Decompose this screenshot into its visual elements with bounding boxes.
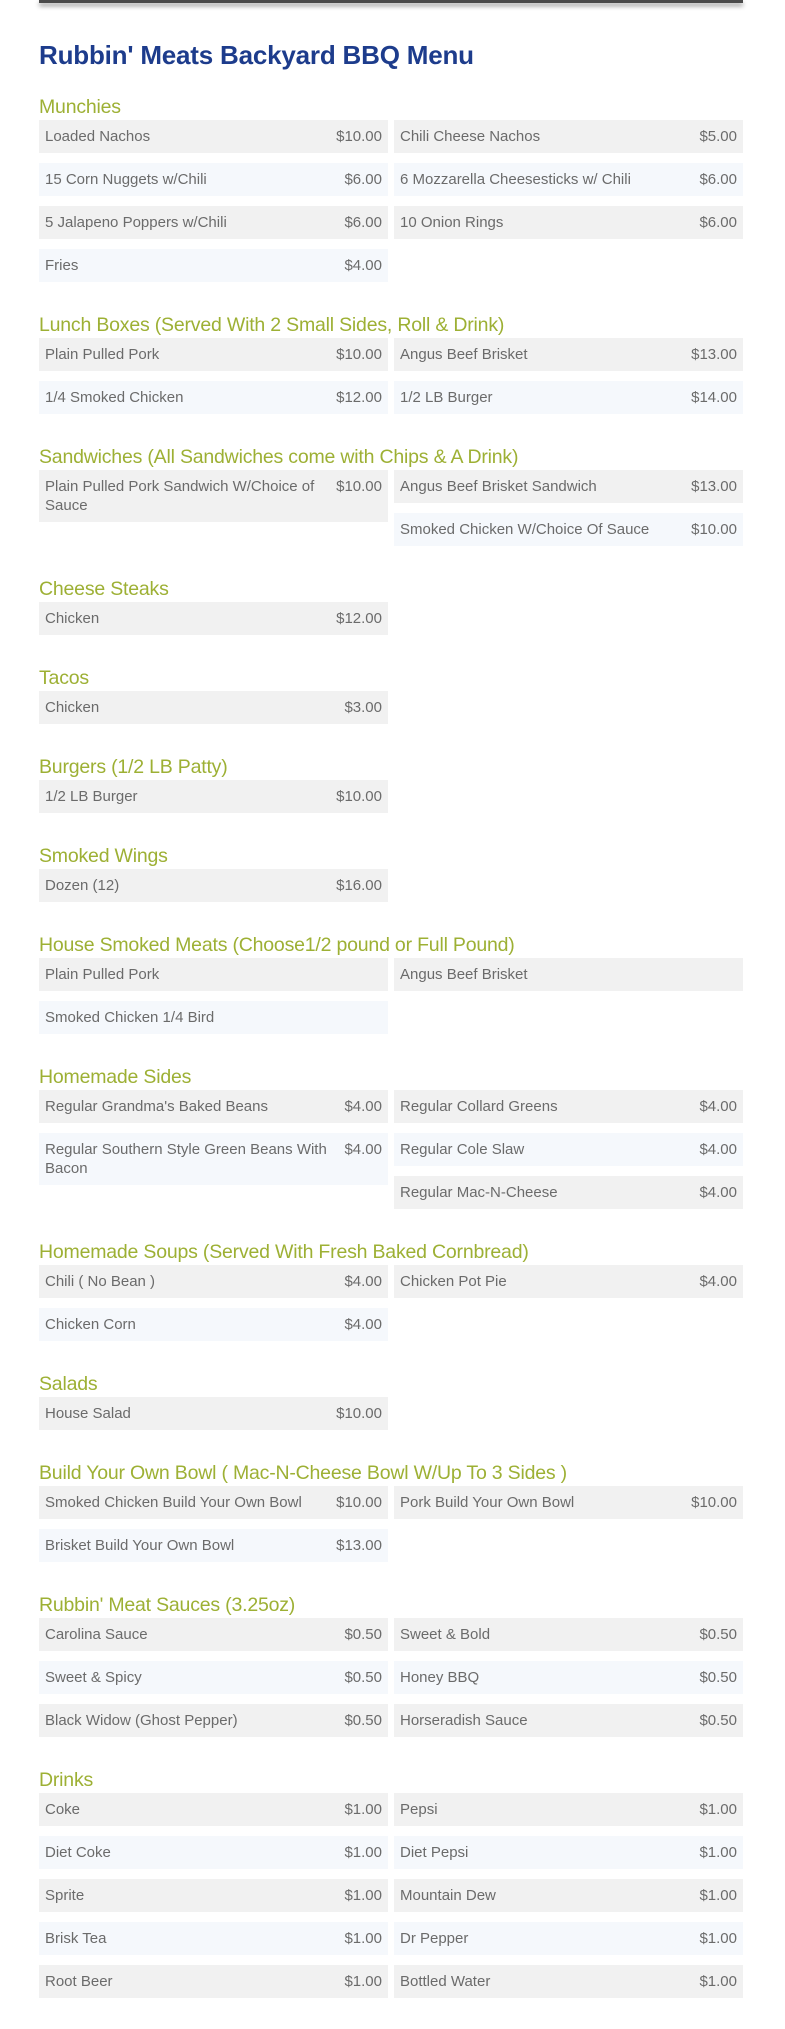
menu-item bbox=[39, 1090, 388, 1123]
menu-item bbox=[394, 1618, 743, 1651]
menu-item bbox=[39, 338, 388, 371]
item-price: $4.00 bbox=[699, 1141, 737, 1158]
right-column bbox=[394, 1486, 743, 1572]
right-column bbox=[394, 120, 743, 292]
item-name: 15 Corn Nuggets w/Chili bbox=[45, 171, 207, 188]
left-column bbox=[39, 338, 388, 424]
item-price: $10.00 bbox=[336, 128, 382, 145]
section-title: Tacos bbox=[39, 667, 89, 689]
section-title: Munchies bbox=[39, 96, 121, 118]
left-column bbox=[39, 120, 388, 292]
item-name: Root Beer bbox=[45, 1973, 113, 1990]
section-columns bbox=[39, 1265, 743, 1351]
menu-item bbox=[39, 381, 388, 414]
item-name: 10 Onion Rings bbox=[400, 214, 504, 231]
menu-item bbox=[39, 1836, 388, 1869]
section-columns bbox=[39, 1090, 743, 1219]
item-name: Chicken Corn bbox=[45, 1316, 136, 1333]
item-price: $1.00 bbox=[344, 1801, 382, 1818]
item-name: Brisk Tea bbox=[45, 1930, 107, 1947]
item-price: $13.00 bbox=[336, 1537, 382, 1554]
menu-item bbox=[39, 1529, 388, 1562]
item-price: $14.00 bbox=[691, 389, 737, 406]
item-name: Dozen (12) bbox=[45, 877, 120, 894]
menu-section bbox=[39, 313, 743, 424]
item-price: $4.00 bbox=[344, 1098, 382, 1115]
item-price: $1.00 bbox=[344, 1930, 382, 1947]
item-price: $0.50 bbox=[699, 1626, 737, 1643]
menu-item bbox=[39, 1922, 388, 1955]
section-columns bbox=[39, 338, 743, 424]
right-column bbox=[394, 338, 743, 424]
menu-section bbox=[39, 844, 743, 912]
item-name: Dr Pepper bbox=[400, 1930, 469, 1947]
menu-section bbox=[39, 1461, 743, 1572]
right-column bbox=[394, 1793, 743, 2008]
menu-section bbox=[39, 1593, 743, 1747]
menu-item bbox=[394, 1704, 743, 1737]
menu-item bbox=[39, 470, 388, 522]
menu-item bbox=[394, 958, 743, 991]
right-column bbox=[394, 602, 743, 645]
menu-item bbox=[394, 338, 743, 371]
item-name: Regular Collard Greens bbox=[400, 1098, 558, 1115]
menu-item bbox=[39, 206, 388, 239]
item-name: 1/2 LB Burger bbox=[400, 389, 493, 406]
item-price: $6.00 bbox=[699, 171, 737, 188]
menu-section bbox=[39, 666, 743, 734]
left-column bbox=[39, 470, 388, 556]
menu-item bbox=[39, 1965, 388, 1998]
menu-section bbox=[39, 95, 743, 292]
section-title: Homemade Sides bbox=[39, 1066, 192, 1088]
left-column bbox=[39, 869, 388, 912]
item-price: $13.00 bbox=[691, 346, 737, 363]
item-price: $1.00 bbox=[344, 1887, 382, 1904]
menu-item bbox=[39, 163, 388, 196]
right-column bbox=[394, 1265, 743, 1351]
menu-item bbox=[39, 869, 388, 902]
item-name: Regular Southern Style Green Beans With Bacon bbox=[45, 1141, 327, 1177]
item-name: Smoked Chicken 1/4 Bird bbox=[45, 1009, 215, 1026]
menu-item bbox=[394, 1661, 743, 1694]
item-price: $16.00 bbox=[336, 877, 382, 894]
item-price: $10.00 bbox=[336, 1494, 382, 1511]
menu-item bbox=[394, 1486, 743, 1519]
menu-item bbox=[39, 1133, 388, 1185]
menu-item bbox=[394, 513, 743, 546]
menu-item bbox=[39, 1308, 388, 1341]
item-price: $5.00 bbox=[699, 128, 737, 145]
menu-item bbox=[39, 1486, 388, 1519]
item-name: Diet Pepsi bbox=[400, 1844, 469, 1861]
item-price: $4.00 bbox=[344, 1273, 382, 1290]
menu-item bbox=[394, 1922, 743, 1955]
item-name: Pork Build Your Own Bowl bbox=[400, 1494, 575, 1511]
left-column bbox=[39, 780, 388, 823]
item-name: Angus Beef Brisket bbox=[400, 346, 528, 363]
right-column bbox=[394, 1090, 743, 1219]
section-title: Lunch Boxes (Served With 2 Small Sides, Roll & Drink) bbox=[39, 314, 505, 336]
menu-item bbox=[39, 1397, 388, 1430]
item-price: $6.00 bbox=[344, 171, 382, 188]
item-name: Black Widow (Ghost Pepper) bbox=[45, 1712, 238, 1729]
section-columns bbox=[39, 1793, 743, 2008]
right-column bbox=[394, 780, 743, 823]
right-column bbox=[394, 869, 743, 912]
item-price: $0.50 bbox=[699, 1712, 737, 1729]
menu-item bbox=[394, 470, 743, 503]
menu-item bbox=[39, 691, 388, 724]
item-name: Pepsi bbox=[400, 1801, 438, 1818]
menu-item bbox=[394, 1133, 743, 1166]
item-name: House Salad bbox=[45, 1405, 131, 1422]
item-price: $1.00 bbox=[699, 1930, 737, 1947]
item-price: $0.50 bbox=[344, 1626, 382, 1643]
section-title: Burgers (1/2 LB Patty) bbox=[39, 756, 228, 778]
menu-section bbox=[39, 755, 743, 823]
menu-item bbox=[39, 1704, 388, 1737]
item-name: Angus Beef Brisket bbox=[400, 966, 528, 983]
item-name: Regular Grandma's Baked Beans bbox=[45, 1098, 268, 1115]
section-title: Homemade Soups (Served With Fresh Baked Cornbread) bbox=[39, 1241, 529, 1263]
item-name: Sprite bbox=[45, 1887, 85, 1904]
section-columns bbox=[39, 1486, 743, 1572]
item-price: $10.00 bbox=[336, 788, 382, 805]
right-column bbox=[394, 958, 743, 1044]
item-name: Sweet & Bold bbox=[400, 1626, 491, 1643]
item-name: Angus Beef Brisket Sandwich bbox=[400, 478, 597, 495]
item-name: Fries bbox=[45, 257, 79, 274]
item-price: $4.00 bbox=[344, 1141, 382, 1158]
item-name: Regular Cole Slaw bbox=[400, 1141, 525, 1158]
item-name: Smoked Chicken Build Your Own Bowl bbox=[45, 1494, 302, 1511]
menu-item bbox=[39, 249, 388, 282]
right-column bbox=[394, 691, 743, 734]
menu-item bbox=[394, 1090, 743, 1123]
section-columns bbox=[39, 691, 743, 734]
item-price: $3.00 bbox=[344, 699, 382, 716]
menu-item bbox=[394, 1176, 743, 1209]
item-name: Chili ( No Bean ) bbox=[45, 1273, 156, 1290]
menu-item bbox=[394, 1965, 743, 1998]
menu-item bbox=[39, 1001, 388, 1034]
left-column bbox=[39, 602, 388, 645]
section-title: Build Your Own Bowl ( Mac-N-Cheese Bowl W/Up To 3 Sides ) bbox=[39, 1462, 567, 1484]
item-name: Carolina Sauce bbox=[45, 1626, 148, 1643]
menu-item bbox=[394, 1265, 743, 1298]
item-price: $6.00 bbox=[344, 214, 382, 231]
menu-item bbox=[394, 1793, 743, 1826]
item-name: Regular Mac-N-Cheese bbox=[400, 1184, 558, 1201]
menu-item bbox=[39, 1661, 388, 1694]
item-price: $10.00 bbox=[691, 1494, 737, 1511]
item-name: Coke bbox=[45, 1801, 81, 1818]
item-price: $6.00 bbox=[699, 214, 737, 231]
item-name: Sweet & Spicy bbox=[45, 1669, 142, 1686]
top-divider bbox=[39, 0, 743, 3]
section-title: Sandwiches (All Sandwiches come with Chips & A Drink) bbox=[39, 446, 519, 468]
left-column bbox=[39, 1265, 388, 1351]
item-price: $13.00 bbox=[691, 478, 737, 495]
section-title: Smoked Wings bbox=[39, 845, 168, 867]
left-column bbox=[39, 691, 388, 734]
left-column bbox=[39, 1397, 388, 1440]
item-price: $0.50 bbox=[699, 1669, 737, 1686]
menu-section bbox=[39, 445, 743, 556]
item-name: 5 Jalapeno Poppers w/Chili bbox=[45, 214, 227, 231]
left-column bbox=[39, 1486, 388, 1572]
item-price: $4.00 bbox=[699, 1273, 737, 1290]
left-column bbox=[39, 1090, 388, 1219]
item-name: Bottled Water bbox=[400, 1973, 491, 1990]
menu-section bbox=[39, 1065, 743, 1219]
item-price: $1.00 bbox=[344, 1844, 382, 1861]
item-price: $10.00 bbox=[691, 521, 737, 538]
section-columns bbox=[39, 1397, 743, 1440]
right-column bbox=[394, 1397, 743, 1440]
section-columns bbox=[39, 602, 743, 645]
menu-item bbox=[394, 206, 743, 239]
menu-item bbox=[39, 602, 388, 635]
section-columns bbox=[39, 780, 743, 823]
item-price: $4.00 bbox=[344, 1316, 382, 1333]
right-column bbox=[394, 470, 743, 556]
left-column bbox=[39, 1793, 388, 2008]
item-name: Loaded Nachos bbox=[45, 128, 151, 145]
menu-item bbox=[394, 1836, 743, 1869]
left-column bbox=[39, 958, 388, 1044]
item-price: $1.00 bbox=[699, 1973, 737, 1990]
item-name: Chili Cheese Nachos bbox=[400, 128, 541, 145]
item-price: $10.00 bbox=[336, 478, 382, 495]
menu-item bbox=[394, 381, 743, 414]
section-columns bbox=[39, 869, 743, 912]
item-name: Chicken bbox=[45, 610, 100, 627]
menu-item bbox=[39, 958, 388, 991]
menu-item bbox=[394, 1879, 743, 1912]
section-title: Cheese Steaks bbox=[39, 578, 169, 600]
item-price: $10.00 bbox=[336, 346, 382, 363]
menu-section bbox=[39, 577, 743, 645]
section-columns bbox=[39, 958, 743, 1044]
item-name: Smoked Chicken W/Choice Of Sauce bbox=[400, 521, 650, 538]
menu-item bbox=[394, 120, 743, 153]
left-column bbox=[39, 1618, 388, 1747]
menu-item bbox=[39, 1265, 388, 1298]
menu-item bbox=[39, 780, 388, 813]
item-price: $12.00 bbox=[336, 389, 382, 406]
menu-section bbox=[39, 1768, 743, 2008]
menu-item bbox=[39, 1879, 388, 1912]
item-price: $0.50 bbox=[344, 1669, 382, 1686]
item-price: $4.00 bbox=[344, 257, 382, 274]
section-title: Drinks bbox=[39, 1769, 94, 1791]
item-name: 1/4 Smoked Chicken bbox=[45, 389, 184, 406]
item-price: $1.00 bbox=[699, 1887, 737, 1904]
item-price: $1.00 bbox=[699, 1801, 737, 1818]
section-title: Rubbin' Meat Sauces (3.25oz) bbox=[39, 1594, 296, 1616]
section-columns bbox=[39, 470, 743, 556]
section-columns bbox=[39, 120, 743, 292]
menu-container bbox=[39, 95, 743, 2029]
menu-item bbox=[39, 1618, 388, 1651]
item-price: $1.00 bbox=[344, 1973, 382, 1990]
item-price: $1.00 bbox=[699, 1844, 737, 1861]
item-name: Plain Pulled Pork bbox=[45, 346, 160, 363]
item-price: $0.50 bbox=[344, 1712, 382, 1729]
item-name: Brisket Build Your Own Bowl bbox=[45, 1537, 235, 1554]
section-title: Salads bbox=[39, 1373, 98, 1395]
menu-section bbox=[39, 1372, 743, 1440]
menu-item bbox=[39, 1793, 388, 1826]
item-name: Honey BBQ bbox=[400, 1669, 480, 1686]
item-name: Plain Pulled Pork Sandwich W/Choice of Sauce bbox=[45, 478, 315, 514]
section-columns bbox=[39, 1618, 743, 1747]
item-price: $4.00 bbox=[699, 1184, 737, 1201]
menu-item bbox=[394, 163, 743, 196]
item-name: Plain Pulled Pork bbox=[45, 966, 160, 983]
item-name: Chicken bbox=[45, 699, 100, 716]
menu-item bbox=[39, 120, 388, 153]
item-name: 1/2 LB Burger bbox=[45, 788, 138, 805]
item-price: $10.00 bbox=[336, 1405, 382, 1422]
item-name: 6 Mozzarella Cheesesticks w/ Chili bbox=[400, 171, 631, 188]
item-name: Mountain Dew bbox=[400, 1887, 496, 1904]
item-name: Chicken Pot Pie bbox=[400, 1273, 507, 1290]
item-price: $4.00 bbox=[699, 1098, 737, 1115]
item-name: Horseradish Sauce bbox=[400, 1712, 528, 1729]
item-name: Diet Coke bbox=[45, 1844, 111, 1861]
section-title: House Smoked Meats (Choose1/2 pound or Full Pound) bbox=[39, 934, 515, 956]
page-title: Rubbin' Meats Backyard BBQ Menu bbox=[39, 40, 474, 70]
right-column bbox=[394, 1618, 743, 1747]
menu-section bbox=[39, 1240, 743, 1351]
item-price: $12.00 bbox=[336, 610, 382, 627]
menu-section bbox=[39, 933, 743, 1044]
